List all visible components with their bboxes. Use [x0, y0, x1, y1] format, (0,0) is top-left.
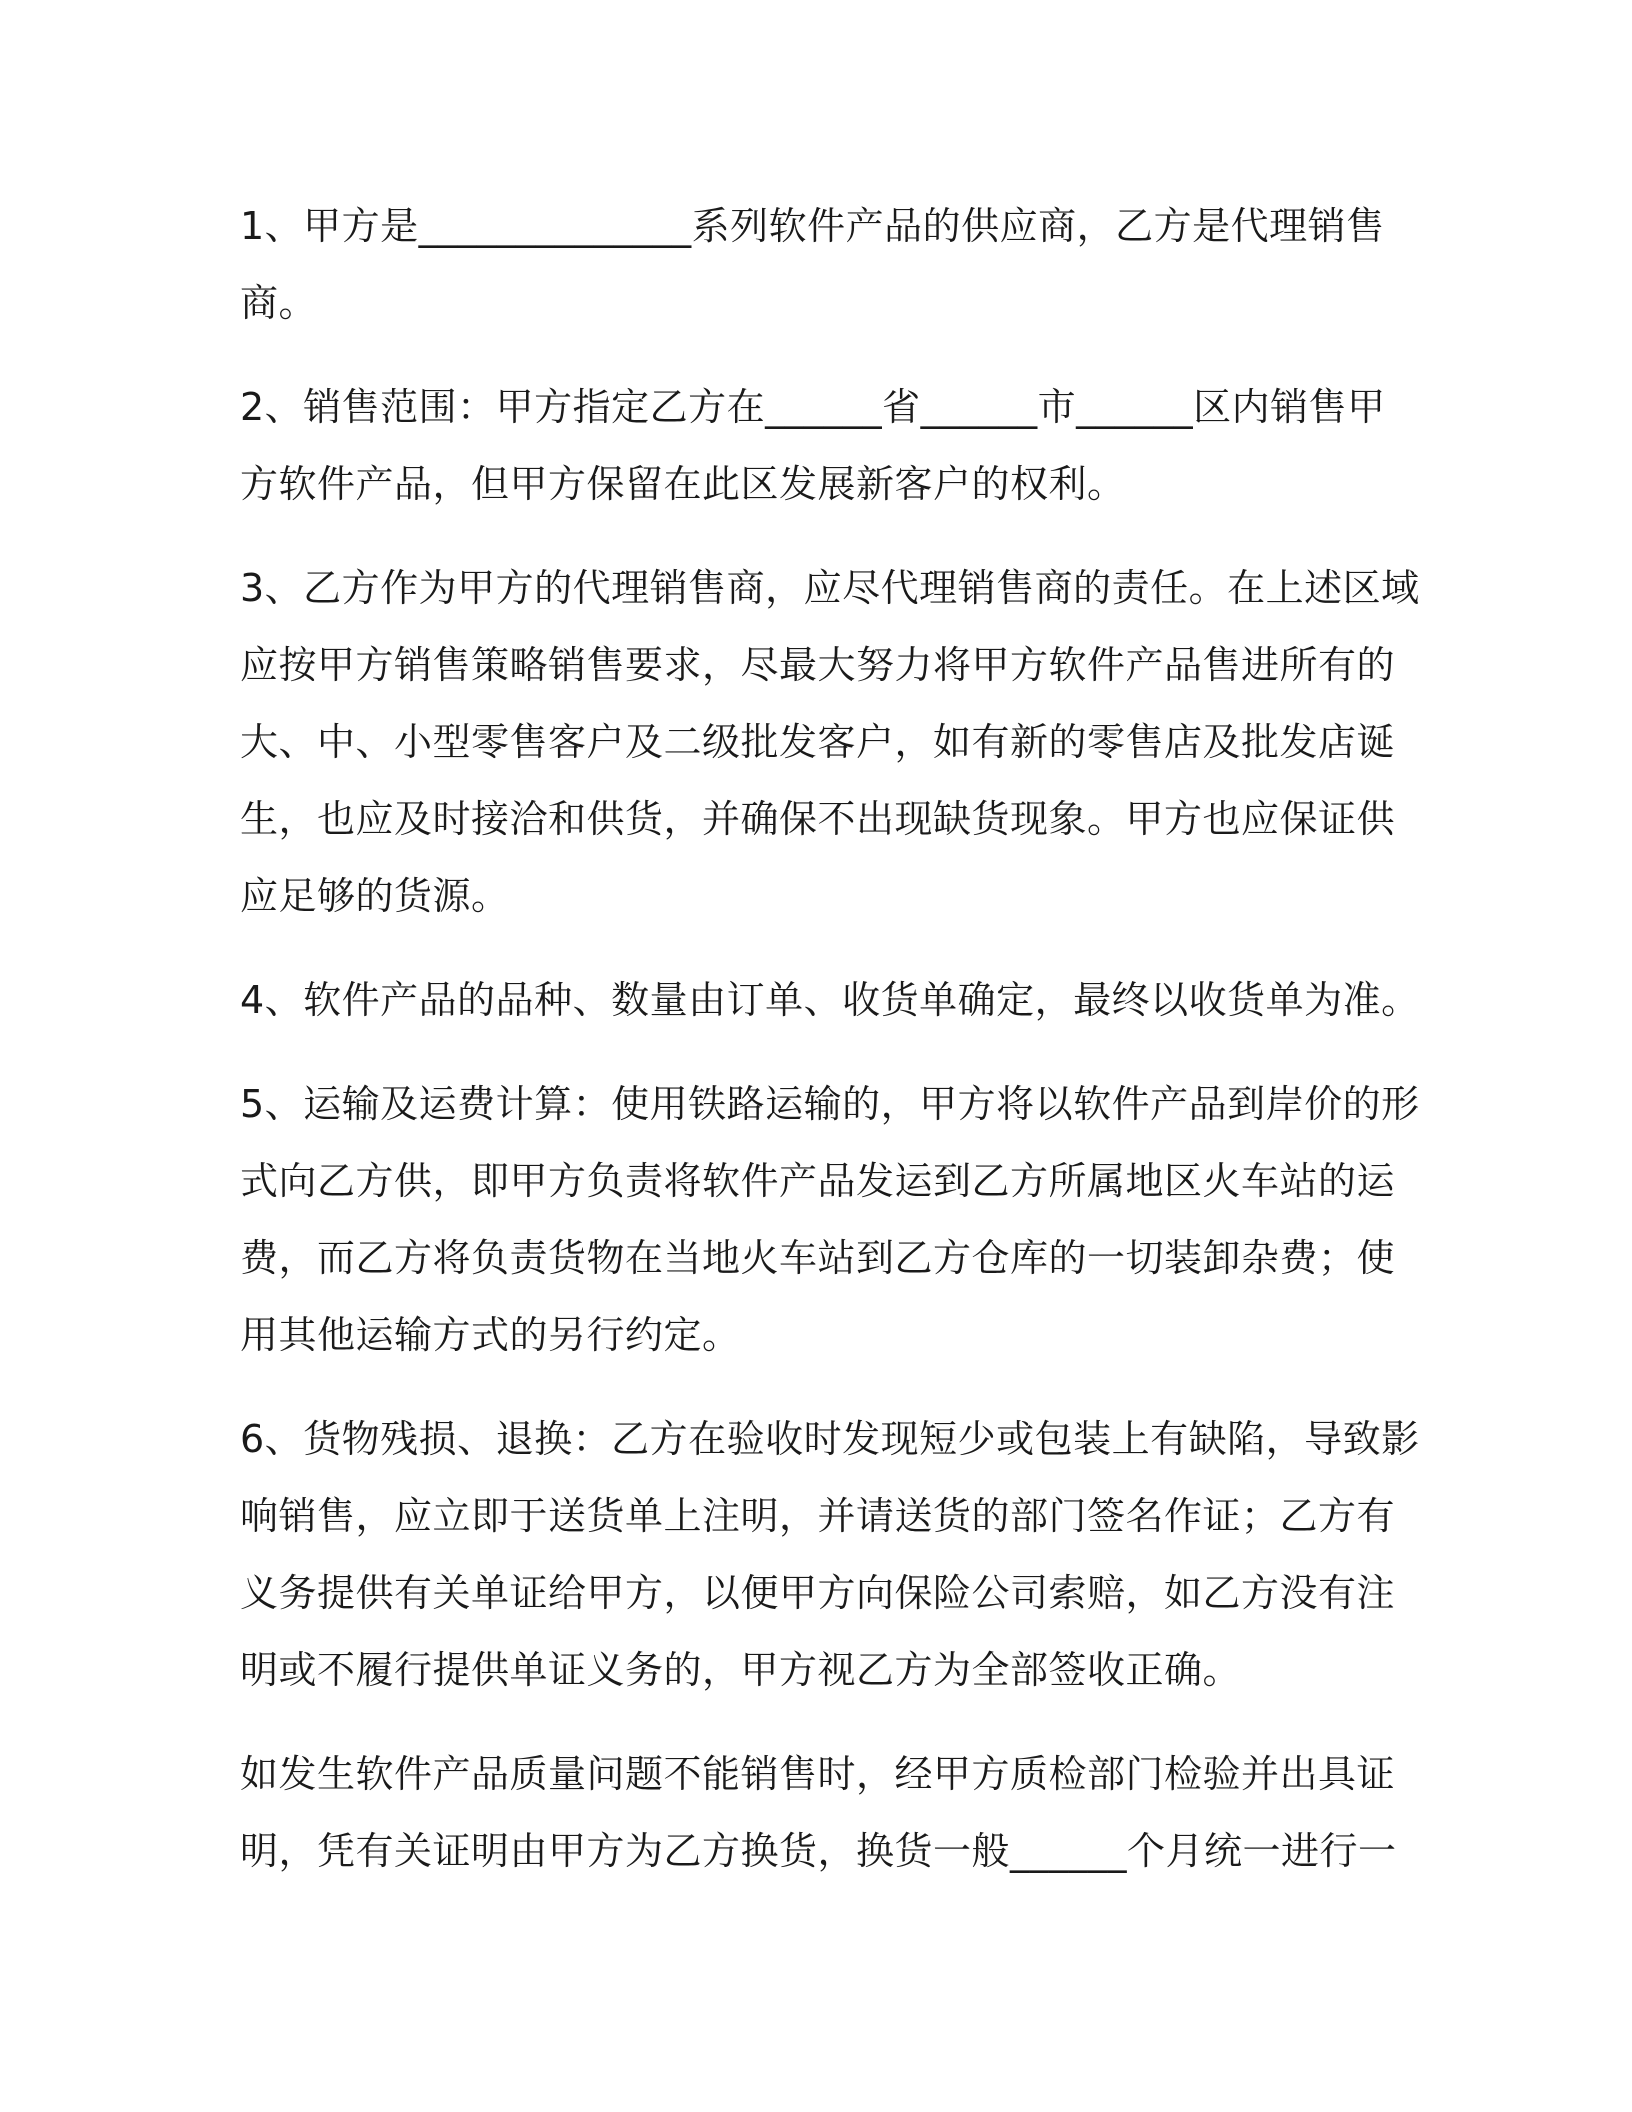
clause-5	[240, 1066, 1420, 1374]
text-line: 商。	[240, 281, 318, 325]
text-line: 明，凭有关证明由甲方为乙方换货，换货一般______个月统一进行一	[240, 1829, 1397, 1873]
text-line: 3、乙方作为甲方的代理销售商，应尽代理销售商的责任。在上述区域	[240, 566, 1420, 610]
text-line: 如发生软件产品质量问题不能销售时，经甲方质检部门检验并出具证	[240, 1752, 1396, 1796]
text-line: 用其他运输方式的另行约定。	[240, 1313, 741, 1357]
text-line: 式向乙方供，即甲方负责将软件产品发运到乙方所属地区火车站的运	[240, 1159, 1396, 1203]
text-line: 6、货物残损、退换：乙方在验收时发现短少或包装上有缺陷，导致影	[240, 1417, 1420, 1461]
text-line: 应足够的货源。	[240, 874, 510, 918]
text-line: 5、运输及运费计算：使用铁路运输的，甲方将以软件产品到岸价的形	[240, 1082, 1420, 1126]
clause-6	[240, 1401, 1420, 1709]
clause-3	[240, 550, 1420, 935]
clause-4	[240, 962, 1420, 1039]
text-line: 响销售，应立即于送货单上注明，并请送货的部门签名作证；乙方有	[240, 1494, 1396, 1538]
text-line: 4、软件产品的品种、数量由订单、收货单确定，最终以收货单为准。	[240, 978, 1420, 1022]
clause-6-continued	[240, 1736, 1400, 1890]
text-line: 费，而乙方将负责货物在当地火车站到乙方仓库的一切装卸杂费；使	[240, 1236, 1396, 1280]
clause-2	[240, 369, 1400, 523]
text-line: 生，也应及时接洽和供货，并确保不出现缺货现象。甲方也应保证供	[240, 797, 1396, 841]
text-line: 2、销售范围：甲方指定乙方在______省______市______区内销售甲	[240, 385, 1386, 429]
clause-1	[240, 188, 1400, 342]
text-line: 义务提供有关单证给甲方，以便甲方向保险公司索赔，如乙方没有注	[240, 1571, 1396, 1615]
text-line: 明或不履行提供单证义务的，甲方视乙方为全部签收正确。	[240, 1648, 1242, 1692]
text-line: 大、中、小型零售客户及二级批发客户，如有新的零售店及批发店诞	[240, 720, 1396, 764]
text-line: 方软件产品，但甲方保留在此区发展新客户的权利。	[240, 462, 1126, 506]
document-body	[240, 188, 1420, 1917]
text-line: 应按甲方销售策略销售要求，尽最大努力将甲方软件产品售进所有的	[240, 643, 1396, 687]
text-line: 1、甲方是______________系列软件产品的供应商，乙方是代理销售	[240, 204, 1385, 248]
